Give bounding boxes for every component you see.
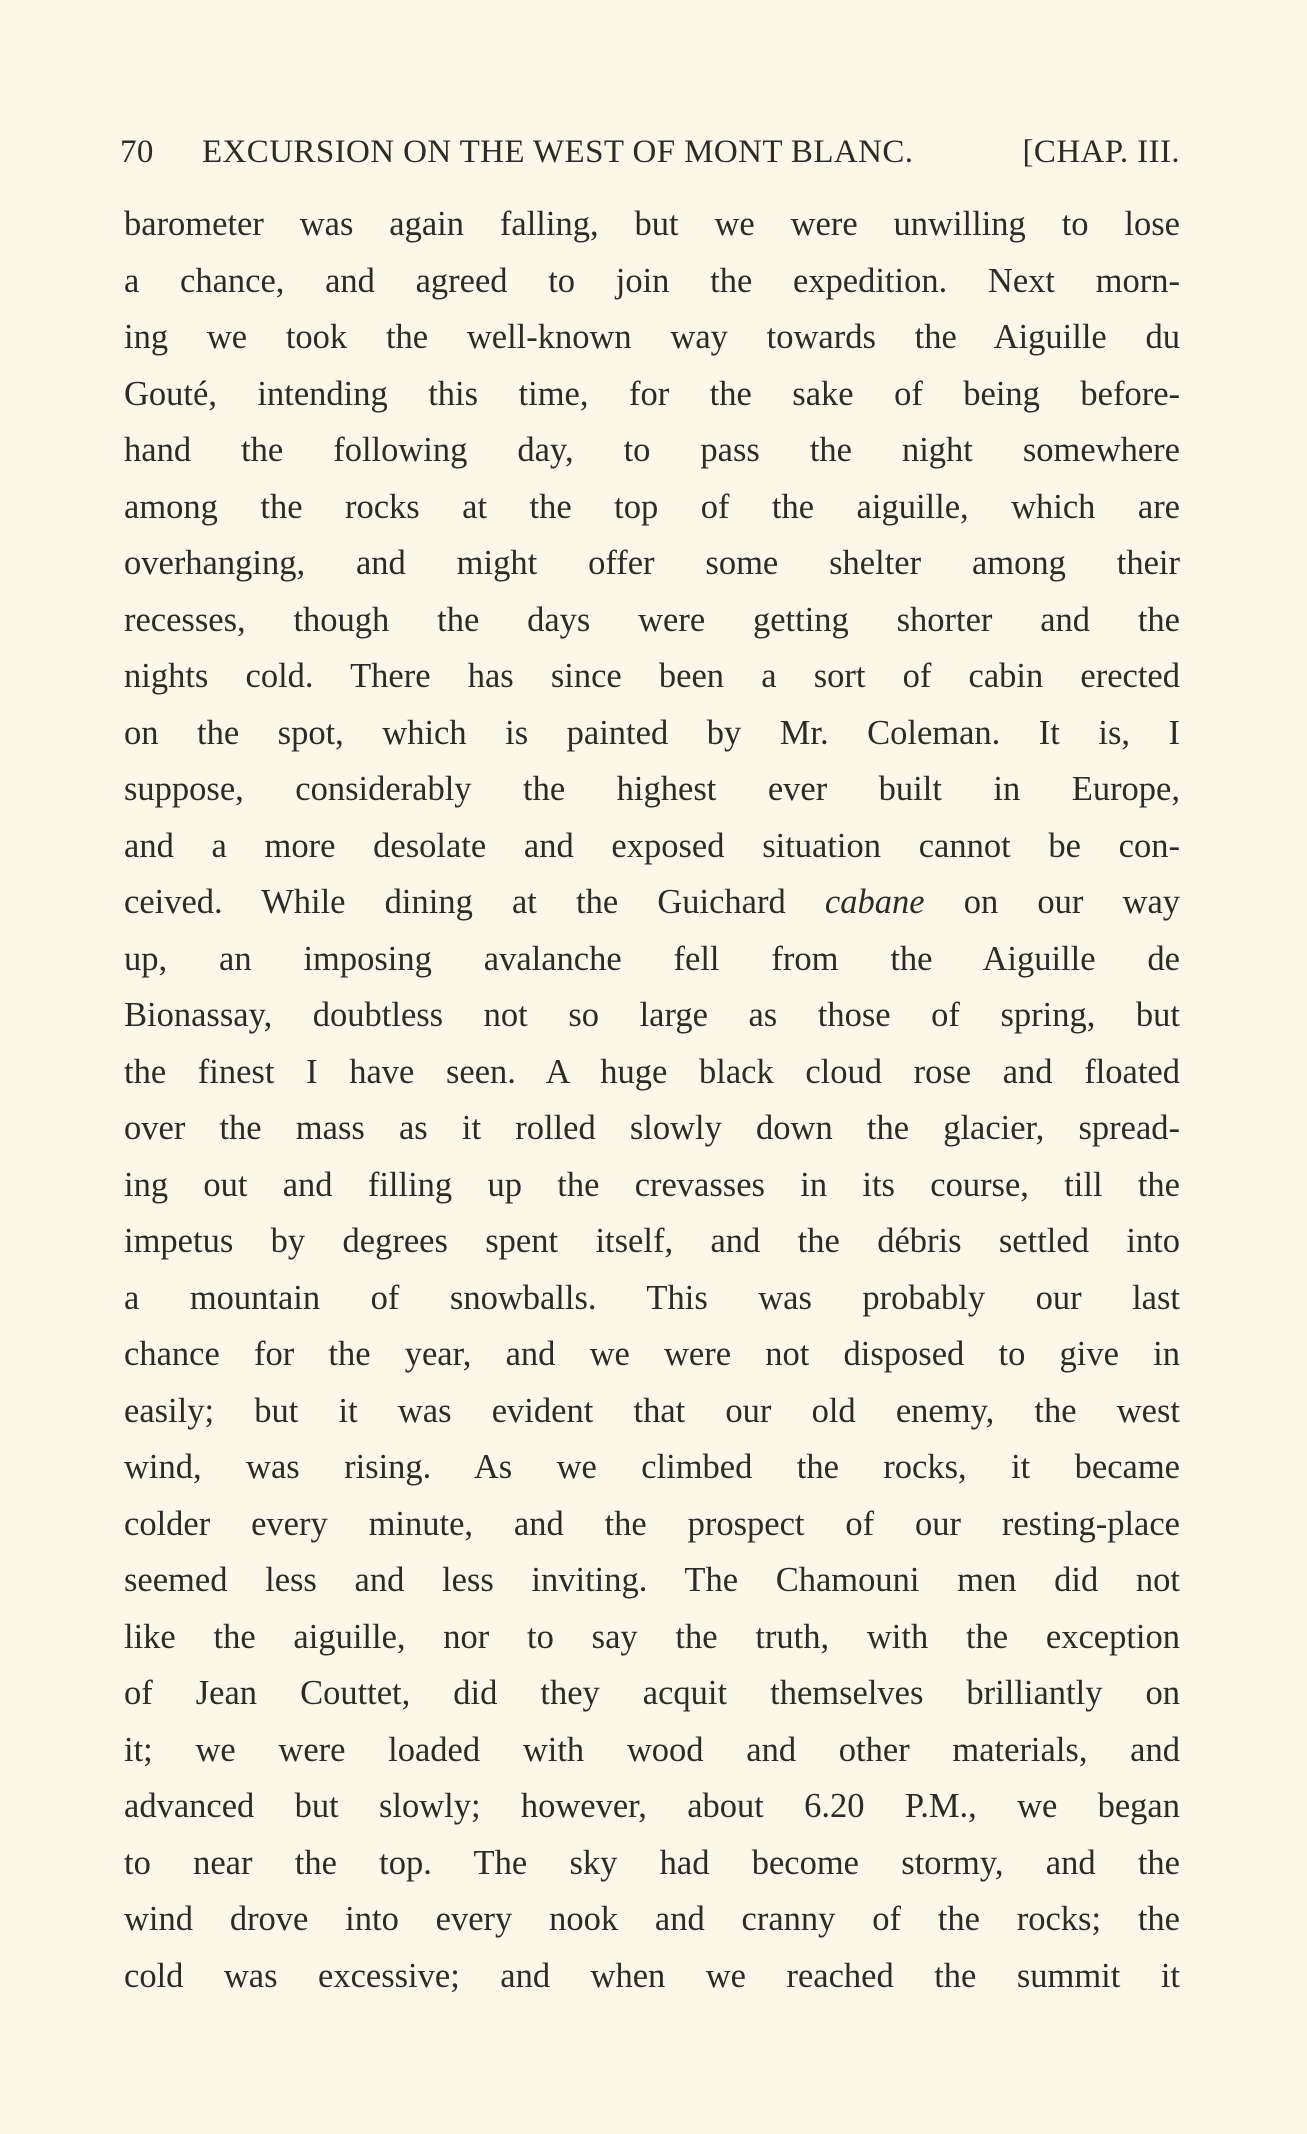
text-line [124,1665,1180,1722]
text-line [124,309,1180,366]
line-text: seemed less and less inviting. The Chamouni men did not [124,1561,1180,1599]
text-line [124,874,1180,931]
line-text: up, an imposing avalanche fell from the Aiguille de [124,939,1180,978]
line-text: ceived. While dining at the Guichard [124,883,825,921]
line-text: barometer was again falling, but we were unwilling to lose [124,205,1180,243]
text-line [124,1270,1180,1327]
text-line [124,1609,1180,1666]
chapter-reference: [CHAP. III. [1022,134,1180,170]
text-line [124,253,1180,310]
text-line [124,1496,1180,1553]
text-line [124,931,1180,988]
line-text: suppose, considerably the highest ever built in Europe, [124,770,1180,808]
line-text: hand the following day, to pass the night somewhere [124,431,1180,469]
text-line [124,1722,1180,1779]
page-header [120,128,1180,176]
text-line [124,648,1180,705]
line-text: ing we took the well-known way towards the Aiguille du [124,318,1180,356]
text-line [124,761,1180,818]
line-text: on the spot, which is painted by Mr. Coleman. It is, I [124,713,1180,752]
text-line [124,1326,1180,1383]
text-line [124,1778,1180,1835]
text-line [124,592,1180,649]
text-line [124,1213,1180,1270]
line-text: nights cold. There has since been a sort of cabin erected [124,657,1180,695]
page-number: 70 [120,134,154,170]
line-text: to near the top. The sky had become stormy, and the [124,1843,1180,1882]
text-line [124,1891,1180,1948]
line-text: impetus by degrees spent itself, and the débris settled into [124,1222,1180,1260]
text-line [124,987,1180,1044]
line-text: of Jean Couttet, did they acquit themselves brilliantly on [124,1674,1180,1712]
text-line [124,366,1180,423]
line-text: a mountain of snowballs. This was probably our last [124,1278,1180,1317]
line-text: Gouté, intending this time, for the sake of being before- [124,374,1180,413]
line-text: ing out and filling up the crevasses in its course, till the [124,1165,1180,1204]
text-line [124,535,1180,592]
text-line [124,1439,1180,1496]
line-text: recesses, though the days were getting shorter and the [124,600,1180,639]
line-text: it; we were loaded with wood and other materials, and [124,1730,1180,1769]
body-text [124,196,1180,2004]
line-text: like the aiguille, nor to say the truth, with the exception [124,1617,1180,1656]
line-text: cold was excessive; and when we reached the summit it [124,1956,1180,1995]
text-line [124,1383,1180,1440]
text-line [124,818,1180,875]
text-line [124,705,1180,762]
line-text: advanced but slowly; however, about 6.20 P.M., we began [124,1787,1180,1825]
line-text: Bionassay, doubtless not so large as those of spring, but [124,996,1180,1034]
line-text: and a more desolate and exposed situation cannot be con- [124,826,1180,865]
text-line [124,1044,1180,1101]
italic-word-cabane: cabane [824,883,925,921]
line-text: colder every minute, and the prospect of our resting-place [124,1504,1180,1543]
text-line [124,1948,1180,2005]
line-text: a chance, and agreed to join the expedition. Next morn- [124,261,1180,300]
line-text: chance for the year, and we were not disposed to give in [124,1335,1180,1373]
line-text: wind drove into every nook and cranny of the rocks; the [124,1900,1180,1938]
line-text: wind, was rising. As we climbed the rocks, it became [124,1448,1180,1486]
text-line [124,1100,1180,1157]
line-text: among the rocks at the top of the aiguille, which are [124,487,1180,526]
line-text: on our way [924,883,1181,921]
line-text: over the mass as it rolled slowly down the glacier, spread- [124,1109,1180,1147]
text-line [124,196,1180,253]
line-text: easily; but it was evident that our old enemy, the west [124,1391,1180,1430]
text-line [124,1835,1180,1892]
text-line [124,1157,1180,1214]
running-title: EXCURSION ON THE WEST OF MONT BLANC. [202,134,914,170]
text-line [124,1552,1180,1609]
line-text: the finest I have seen. A huge black cloud rose and floated [124,1052,1180,1091]
text-line [124,422,1180,479]
line-text: overhanging, and might offer some shelter among their [124,544,1180,582]
text-line [124,479,1180,536]
